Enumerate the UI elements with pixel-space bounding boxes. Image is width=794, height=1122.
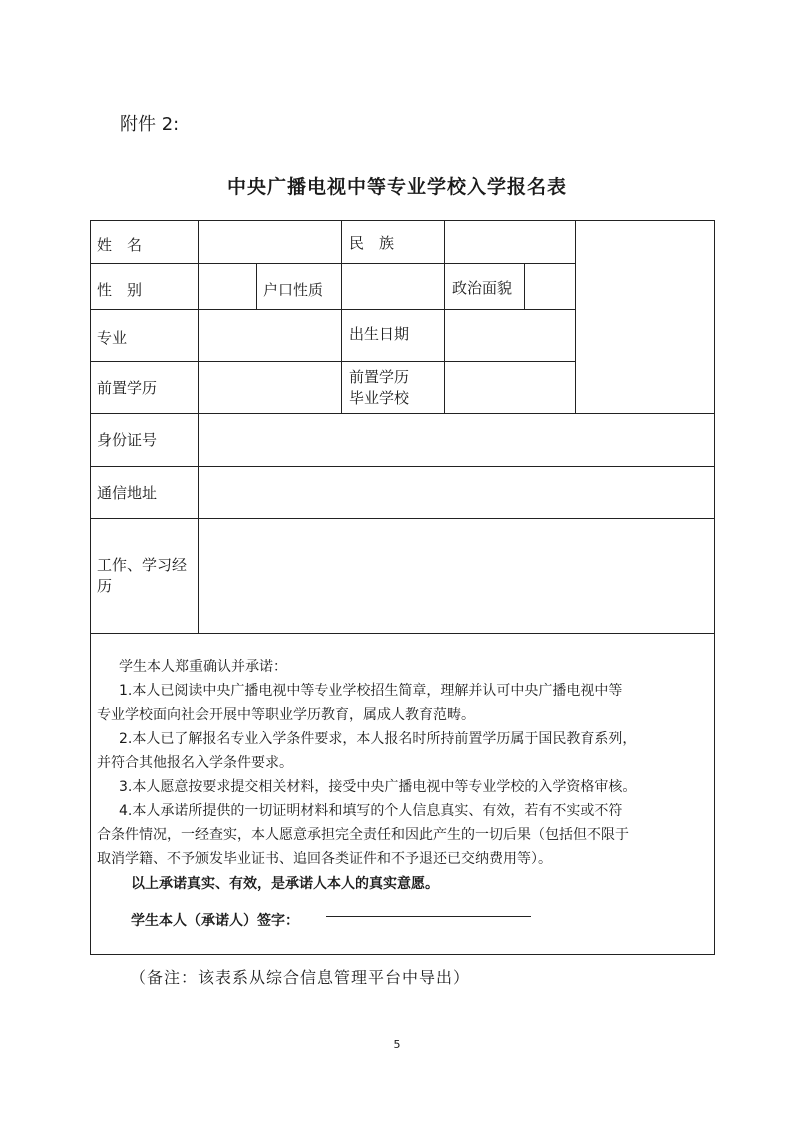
pledge-line: 合条件情况，一经查实，本人愿意承担完全责任和因此产生的一切后果（包括但不限于 [97, 827, 629, 843]
history-field[interactable] [199, 519, 714, 633]
signature-field[interactable] [326, 916, 531, 917]
form-title: 中央广播电视中等专业学校入学报名表 [226, 176, 567, 198]
address-label: 通信地址 [97, 484, 158, 502]
hukou-label: 户口性质 [263, 281, 324, 299]
page-number: 5 [393, 1038, 401, 1051]
pledge-conclusion: 以上承诺真实、有效，是承诺人本人的真实意愿。 [131, 876, 439, 892]
name-field[interactable] [199, 221, 341, 263]
attachment-label: 附件 2: [120, 114, 180, 135]
pledge-line: 取消学籍、不予颁发毕业证书、追回各类证件和不予退还已交纳费用等）。 [97, 851, 552, 867]
prior-education-label: 前置学历 [97, 379, 158, 397]
prior-school-label-line2: 毕业学校 [349, 389, 410, 407]
pledge-line: 1.本人已阅读中央广播电视中等专业学校招生简章，理解并认可中央广播电视中等 [119, 683, 623, 699]
history-label-line2: 历 [97, 577, 113, 595]
major-label: 专业 [97, 329, 128, 347]
gender-field[interactable] [199, 264, 256, 309]
pledge-intro: 学生本人郑重确认并承诺： [119, 659, 287, 675]
signature-label: 学生本人（承诺人）签字： [131, 913, 299, 929]
political-status-field[interactable] [525, 264, 575, 309]
major-field[interactable] [199, 310, 341, 361]
id-number-field[interactable] [199, 414, 714, 466]
ethnicity-label: 民 族 [349, 234, 395, 252]
birthdate-field[interactable] [445, 310, 575, 361]
id-number-label: 身份证号 [97, 431, 158, 449]
pledge-line: 专业学校面向社会开展中等职业学历教育，属成人教育范畴。 [97, 707, 475, 723]
photo-box[interactable] [576, 221, 714, 413]
pledge-line: 2.本人已了解报名专业入学条件要求，本人报名时所持前置学历属于国民教育系列， [119, 731, 637, 747]
footnote: （备注：该表系从综合信息管理平台中导出） [130, 968, 471, 987]
hukou-field[interactable] [342, 264, 444, 309]
gender-label: 性 别 [97, 281, 143, 299]
prior-education-field[interactable] [199, 362, 341, 413]
ethnicity-field[interactable] [445, 221, 575, 263]
birthdate-label: 出生日期 [349, 325, 410, 343]
pledge-line: 3.本人愿意按要求提交相关材料，接受中央广播电视中等专业学校的入学资格审核。 [119, 779, 637, 795]
prior-school-label-line1: 前置学历 [349, 368, 410, 386]
pledge-line: 4.本人承诺所提供的一切证明材料和填写的个人信息真实、有效，若有不实或不符 [119, 803, 623, 819]
registration-form-table [90, 220, 715, 955]
address-field[interactable] [199, 467, 714, 518]
pledge-line: 并符合其他报名入学条件要求。 [97, 755, 293, 771]
prior-school-field[interactable] [445, 362, 575, 413]
name-label: 姓 名 [97, 236, 143, 254]
political-status-label: 政治面貌 [452, 279, 513, 297]
history-label-line1: 工作、学习经 [97, 556, 188, 574]
